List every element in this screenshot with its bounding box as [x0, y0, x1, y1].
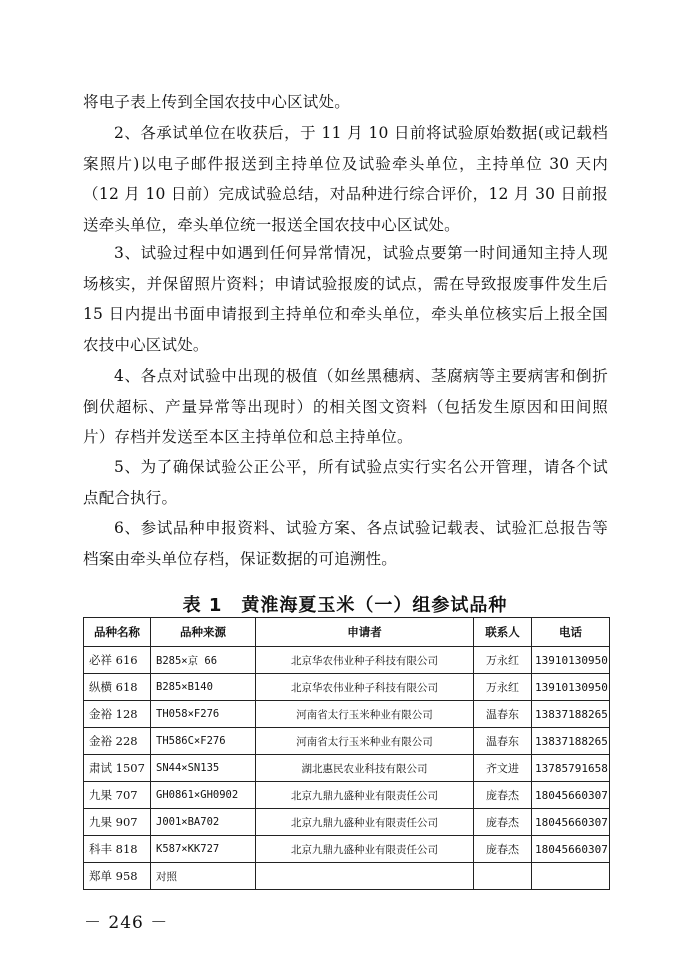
- paragraph-item-2: 2、各承试单位在收获后，于 11 月 10 日前将试验原始数据(或记载档案照片)以电子邮件报送到主持单位及试验牵头单位，主持单位 30 天内（12 月 10 日前）完成试验总结，对品种进行综合评价，12 月 30 日前报送牵头单位，牵头单位统一报送全国农技中心区试处。: [83, 124, 608, 234]
- cell-variety-source: GH0861×GH0902: [151, 782, 256, 809]
- cell-contact: 庞春杰: [474, 836, 532, 863]
- cell-applicant: 北京华农伟业种子科技有限公司: [256, 647, 474, 674]
- cell-variety-name: 肃试 1507: [84, 755, 151, 782]
- cell-contact: 万永红: [474, 674, 532, 701]
- header-phone: 电话: [532, 618, 610, 647]
- cell-applicant: [256, 863, 474, 890]
- table-row: [84, 755, 610, 782]
- cell-phone: [532, 863, 610, 890]
- varieties-table: [83, 617, 610, 890]
- cell-contact: [474, 863, 532, 890]
- cell-phone: 18045660307: [532, 809, 610, 836]
- cell-variety-name: 必祥 616: [84, 647, 151, 674]
- cell-variety-source: SN44×SN135: [151, 755, 256, 782]
- page-number: － 246 －: [84, 913, 169, 933]
- cell-applicant: 北京九鼎九盛种业有限责任公司: [256, 836, 474, 863]
- header-variety-name: 品种名称: [84, 618, 151, 647]
- cell-phone: 13785791658: [532, 755, 610, 782]
- cell-variety-name: 金裕 228: [84, 728, 151, 755]
- paragraph-continuation: 将电子表上传到全国农技中心区试处。: [83, 93, 350, 111]
- cell-phone: 13910130950: [532, 647, 610, 674]
- cell-phone: 18045660307: [532, 836, 610, 863]
- table-row: [84, 863, 610, 890]
- cell-applicant: 北京华农伟业种子科技有限公司: [256, 674, 474, 701]
- cell-variety-name: 科丰 818: [84, 836, 151, 863]
- cell-variety-name: 郑单 958: [84, 863, 151, 890]
- cell-phone: 13910130950: [532, 674, 610, 701]
- paragraph-item-4: 4、各点对试验中出现的极值（如丝黑穗病、茎腐病等主要病害和倒折倒伏超标、产量异常等出现时）的相关图文资料（包括发生原因和田间照片）存档并发送至本区主持单位和总主持单位。: [83, 367, 608, 446]
- cell-contact: 万永红: [474, 647, 532, 674]
- cell-variety-source: K587×KK727: [151, 836, 256, 863]
- table-row: [84, 674, 610, 701]
- table-row: [84, 809, 610, 836]
- cell-variety-name: 金裕 128: [84, 701, 151, 728]
- cell-contact: 齐文进: [474, 755, 532, 782]
- cell-variety-source: B285×京 66: [151, 647, 256, 674]
- cell-variety-source: TH058×F276: [151, 701, 256, 728]
- table-row: [84, 836, 610, 863]
- cell-variety-name: 九果 907: [84, 809, 151, 836]
- cell-variety-source: 对照: [151, 863, 256, 890]
- cell-variety-source: TH586C×F276: [151, 728, 256, 755]
- cell-contact: 庞春杰: [474, 809, 532, 836]
- header-applicant: 申请者: [256, 618, 474, 647]
- paragraph-item-6: 6、参试品种申报资料、试验方案、各点试验记载表、试验汇总报告等档案由牵头单位存档，保证数据的可追溯性。: [83, 519, 608, 568]
- cell-applicant: 北京九鼎九盛种业有限责任公司: [256, 782, 474, 809]
- table-row: [84, 782, 610, 809]
- table-row: [84, 701, 610, 728]
- cell-phone: 13837188265: [532, 728, 610, 755]
- cell-applicant: 河南省太行玉米种业有限公司: [256, 728, 474, 755]
- table-row: [84, 647, 610, 674]
- cell-applicant: 北京九鼎九盛种业有限责任公司: [256, 809, 474, 836]
- table-title: 表 1 黄淮海夏玉米（一）组参试品种: [182, 595, 508, 616]
- table-row: [84, 728, 610, 755]
- cell-applicant: 湖北惠民农业科技有限公司: [256, 755, 474, 782]
- cell-contact: 庞春杰: [474, 782, 532, 809]
- table-header-row: [84, 618, 610, 647]
- cell-contact: 温春东: [474, 728, 532, 755]
- cell-phone: 13837188265: [532, 701, 610, 728]
- cell-variety-name: 纵横 618: [84, 674, 151, 701]
- cell-variety-source: J001×BA702: [151, 809, 256, 836]
- paragraph-item-5: 5、为了确保试验公正公平，所有试验点实行实名公开管理，请各个试点配合执行。: [83, 458, 608, 507]
- header-variety-source: 品种来源: [151, 618, 256, 647]
- header-contact: 联系人: [474, 618, 532, 647]
- cell-applicant: 河南省太行玉米种业有限公司: [256, 701, 474, 728]
- cell-variety-source: B285×B140: [151, 674, 256, 701]
- paragraph-item-3: 3、试验过程中如遇到任何异常情况，试验点要第一时间通知主持人现场核实，并保留照片资料；申请试验报废的试点，需在导致报废事件发生后 15 日内提出书面申请报到主持单位和牵头单位，牵头单位核实后上报全国农技中心区试处。: [83, 244, 608, 354]
- cell-variety-name: 九果 707: [84, 782, 151, 809]
- cell-contact: 温春东: [474, 701, 532, 728]
- cell-phone: 18045660307: [532, 782, 610, 809]
